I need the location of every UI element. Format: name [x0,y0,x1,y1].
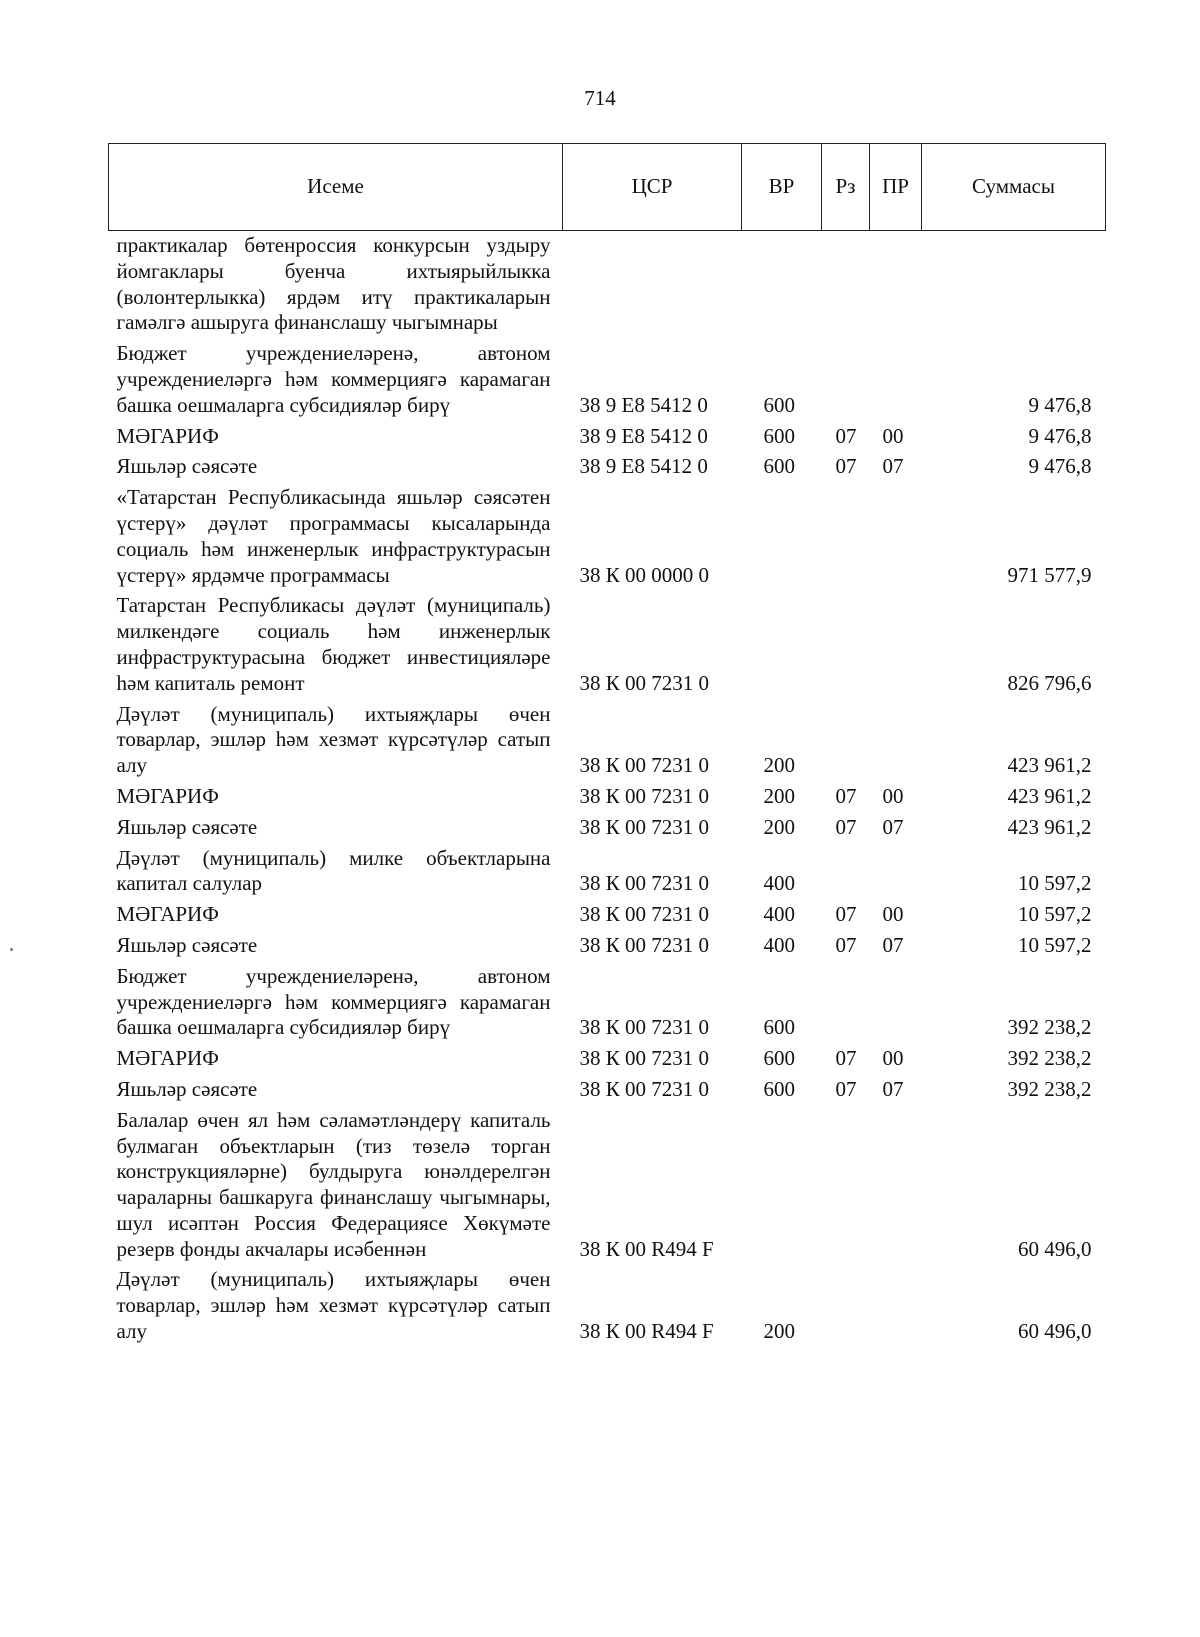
cell-sum: 826 796,6 [1007,670,1092,695]
cell-vr: 600 [763,423,795,448]
cell-name: Дәүләт (муниципаль) ихтыяҗлары өчен товарлар, эшләр һәм хезмәт күрсәтүләр сатып алу [116,1267,551,1344]
cell-csr: 38 К 00 0000 0 [579,562,710,587]
cell-vr: 200 [763,814,795,839]
cell-pr: 07 [882,454,904,479]
table-row [109,231,1106,337]
cell-vr [742,480,822,588]
cell-csr: 38 К 00 7231 0 [579,783,710,808]
cell-name: Яшьләр сәясәте [116,454,258,479]
cell-vr: 600 [763,392,795,417]
table-row [109,449,1106,480]
table-row [109,336,1106,418]
cell-rz [822,1103,870,1263]
cell-vr: 400 [763,932,795,957]
cell-rz: 07 [835,423,857,448]
cell-pr: 07 [882,932,904,957]
table-row [109,928,1106,959]
cell-name: МӘГАРИФ [116,1046,219,1071]
cell-rz: 07 [835,783,857,808]
table-row [109,779,1106,810]
cell-vr [742,1103,822,1263]
cell-sum: 392 238,2 [1007,1046,1092,1071]
cell-name: Яшьләр сәясәте [116,1076,258,1101]
header-name: Исеме [109,144,563,231]
cell-csr: 38 К 00 7231 0 [579,1015,710,1040]
cell-csr: 38 К 00 7231 0 [579,902,710,927]
cell-sum: 60 496,0 [1018,1319,1092,1344]
cell-rz: 07 [835,932,857,957]
cell-csr: 38 К 00 7231 0 [579,1046,710,1071]
cell-sum [922,231,1106,337]
cell-sum: 10 597,2 [1018,902,1092,927]
page-number: 714 [584,86,616,110]
header-pr: ПР [870,144,922,231]
cell-csr: 38 9 E8 5412 0 [579,454,708,479]
table-row [109,1262,1106,1344]
cell-pr: 00 [882,902,904,927]
cell-sum: 10 597,2 [1018,871,1092,896]
table-header [109,144,1106,231]
cell-csr: 38 9 E8 5412 0 [579,423,708,448]
cell-csr: 38 К 00 7231 0 [579,871,710,896]
cell-sum: 423 961,2 [1007,753,1092,778]
cell-name: Яшьләр сәясәте [116,932,258,957]
scan-speck [10,948,13,951]
cell-pr: 00 [882,783,904,808]
table-row [109,480,1106,588]
cell-rz [822,588,870,696]
cell-rz [822,697,870,779]
cell-csr: 38 К 00 7231 0 [579,753,710,778]
cell-csr: 38 К 00 R494 F [579,1236,714,1261]
cell-csr: 38 К 00 7231 0 [579,1076,710,1101]
table-row [109,419,1106,450]
header-rz: Рз [822,144,870,231]
cell-pr [870,1103,922,1263]
cell-csr: 38 К 00 7231 0 [579,670,710,695]
cell-name: Бюджет учреждениеләренә, автоном учреждениеләргә һәм коммерциягә карамаган башка оешмаларга субсидияләр бирү [116,963,551,1040]
cell-pr [870,480,922,588]
table-row [109,1072,1106,1103]
cell-vr [742,588,822,696]
cell-csr: 38 9 E8 5412 0 [579,392,708,417]
table-body [109,231,1106,1345]
cell-pr [870,336,922,418]
header-vr: ВР [742,144,822,231]
table-row [109,588,1106,696]
cell-rz: 07 [835,1046,857,1071]
cell-sum: 423 961,2 [1007,814,1092,839]
cell-name: Балалар өчен ял һәм сәламәтләндерү капиталь булмаган объектларын (тиз төзелә торган конструкцияләрне) булдыруга юнәлдерелгән чараларны башкаруга финанслашу чыгымнары, шул исәптән Россия Федерациясе Хөкүмәте резерв фонды акчалары исәбеннән [116,1107,551,1261]
cell-sum: 392 238,2 [1007,1076,1092,1101]
header-sum: Суммасы [922,144,1106,231]
cell-pr: 07 [882,814,904,839]
table-row [109,897,1106,928]
cell-csr: 38 К 00 7231 0 [579,932,710,957]
cell-pr: 00 [882,423,904,448]
cell-csr: 38 К 00 R494 F [579,1319,714,1344]
cell-vr: 600 [763,1015,795,1040]
cell-vr: 200 [763,1319,795,1344]
cell-vr [742,231,822,337]
cell-rz [822,841,870,898]
cell-vr: 600 [763,1076,795,1101]
cell-vr: 600 [763,454,795,479]
cell-sum: 423 961,2 [1007,783,1092,808]
cell-name: Дәүләт (муниципаль) милке объектларына капитал салулар [116,845,551,896]
table-row [109,1103,1106,1263]
cell-name: практикалар бөтенроссия конкурсын уздыру йомгаклары буенча ихтыярыйлыкка (волонтерлыкка) ярдәм итү практикаларын гамәлгә ашыруга финанслашу чыгымнары [116,233,551,335]
cell-sum: 392 238,2 [1007,1015,1092,1040]
cell-rz [822,1262,870,1344]
cell-pr [870,841,922,898]
cell-vr: 400 [763,871,795,896]
cell-pr [870,1262,922,1344]
header-csr: ЦСР [563,144,742,231]
cell-pr: 07 [882,1076,904,1101]
cell-pr [870,697,922,779]
cell-rz [822,480,870,588]
table-row [109,810,1106,841]
cell-pr [870,959,922,1041]
cell-csr: 38 К 00 7231 0 [579,814,710,839]
cell-sum: 971 577,9 [1007,562,1092,587]
cell-sum: 60 496,0 [1018,1236,1092,1261]
cell-sum: 10 597,2 [1018,932,1092,957]
cell-vr: 600 [763,1046,795,1071]
cell-vr: 200 [763,783,795,808]
cell-vr: 400 [763,902,795,927]
cell-rz: 07 [835,814,857,839]
cell-pr: 00 [882,1046,904,1071]
cell-name: Дәүләт (муниципаль) ихтыяҗлары өчен товарлар, эшләр һәм хезмәт күрсәтүләр сатып алу [116,701,551,778]
cell-csr [563,231,742,337]
table-row [109,1041,1106,1072]
cell-name: Татарстан Республикасы дәүләт (муниципаль) милкендәге социаль һәм инженерлык инфраструктурасына бюджет инвестицияләре һәм капиталь ремонт [116,593,551,695]
cell-vr: 200 [763,753,795,778]
cell-pr [870,231,922,337]
table-row [109,841,1106,898]
cell-rz: 07 [835,1076,857,1101]
cell-rz: 07 [835,454,857,479]
cell-sum: 9 476,8 [1028,454,1092,479]
cell-name: «Татарстан Республикасында яшьләр сәясәтен үстерү» дәүләт программасы кысаларында социаль һәм инженерлык инфраструктурасын үстерү» ярдәмче программасы [116,485,551,587]
cell-rz [822,959,870,1041]
cell-name: Яшьләр сәясәте [116,814,258,839]
table-row [109,697,1106,779]
cell-pr [870,588,922,696]
cell-rz [822,336,870,418]
cell-name: Бюджет учреждениеләренә, автоном учреждениеләргә һәм коммерциягә карамаган башка оешмаларга субсидияләр бирү [116,341,551,417]
cell-rz: 07 [835,902,857,927]
cell-name: МӘГАРИФ [116,423,219,448]
table-row [109,959,1106,1041]
cell-sum: 9 476,8 [1028,423,1092,448]
cell-name: МӘГАРИФ [116,783,219,808]
cell-name: МӘГАРИФ [116,902,219,927]
cell-rz [822,231,870,337]
cell-sum: 9 476,8 [1028,392,1092,417]
budget-table [108,143,1106,1345]
header-row [109,144,1106,231]
